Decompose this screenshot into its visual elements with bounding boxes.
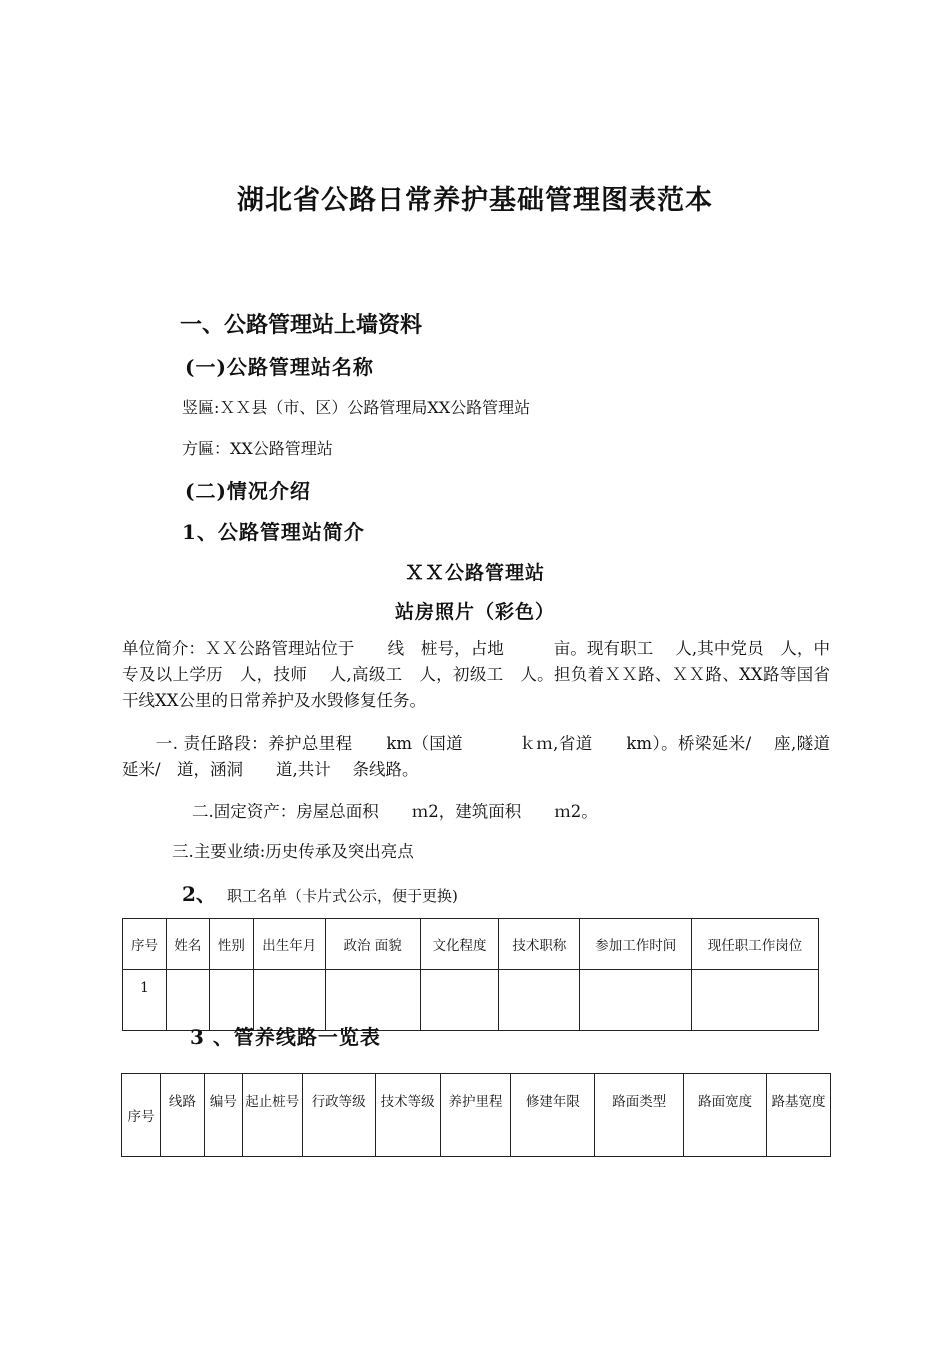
table-cell: 1 <box>123 970 167 1031</box>
staff-col-name: 姓名 <box>166 919 209 970</box>
staff-col-education: 文化程度 <box>420 919 499 970</box>
achievements-paragraph: 三.主要业绩:历史传承及突出亮点 <box>172 842 414 861</box>
route-col-code: 编号 <box>204 1074 242 1157</box>
photo-caption: 站房照片（彩色） <box>394 601 555 623</box>
route-col-tech-grade: 技术等级 <box>375 1074 440 1157</box>
route-table <box>121 1073 831 1157</box>
section-heading-1: 一、公路管理站上墙资料 <box>180 312 423 338</box>
route-col-stake-range: 起止桩号 <box>242 1074 302 1157</box>
route-col-surface-type: 路面类型 <box>595 1074 684 1157</box>
staff-table <box>122 918 819 1031</box>
table-cell <box>580 970 692 1031</box>
route-col-surface-width: 路面宽度 <box>684 1074 767 1157</box>
table-cell <box>692 970 819 1031</box>
route-col-route: 线路 <box>160 1074 204 1157</box>
road-paragraph: 一. 责任路段：养护总里程 km（国道 ｋｍ,省道 km）。桥梁延米/ 座,隧道 延米/ 道，涵洞 道,共计 条线路。 <box>122 734 852 779</box>
route-col-build-year: 修建年限 <box>511 1074 595 1157</box>
item-heading-3: 3 、管养线路一览表 <box>190 1025 381 1049</box>
item-heading-1: 1、公路管理站简介 <box>182 520 365 544</box>
route-col-index: 序号 <box>122 1074 161 1157</box>
station-name: ＸＸ公路管理站 <box>404 562 545 584</box>
vertical-plaque-text: 竖匾:ＸＸ县（市、区）公路管理局XX公路管理站 <box>182 398 531 417</box>
route-table-header-row <box>122 1074 831 1157</box>
item-2-number: 2、 <box>182 882 216 906</box>
route-col-roadbed-width: 路基宽度 <box>767 1074 831 1157</box>
square-plaque-text: 方匾：XX公路管理站 <box>182 439 333 458</box>
subsection-heading-2: (二)情况介绍 <box>185 479 311 503</box>
staff-col-position: 现任职工作岗位 <box>692 919 819 970</box>
route-col-mileage: 养护里程 <box>440 1074 511 1157</box>
subsection-heading-1: (一)公路管理站名称 <box>185 355 374 379</box>
staff-col-start-date: 参加工作时间 <box>580 919 692 970</box>
staff-col-political: 政治 面貌 <box>325 919 420 970</box>
table-cell <box>499 970 580 1031</box>
staff-col-title: 技术职称 <box>499 919 580 970</box>
staff-col-birth: 出生年月 <box>253 919 325 970</box>
staff-col-gender: 性别 <box>209 919 253 970</box>
item-heading-2 <box>182 878 458 907</box>
page-title: 湖北省公路日常养护基础管理图表范本 <box>237 185 713 216</box>
item-2-text: 职工名单（卡片式公示，便于更换) <box>227 887 458 905</box>
staff-table-header-row <box>123 919 819 970</box>
intro-paragraph: 单位简介：ＸＸ公路管理站位于 线 桩号，占地 亩。现有职工 人,其中党员 人，中专及以上学历 人，技师 人,高级工 人，初级工 人。担负着ＸＸ路、ＸＸ路、XX路等国省干线XX公里的日常养护及水毁修复任务。 <box>122 639 830 710</box>
assets-paragraph: 二.固定资产：房屋总面积 ｍ2，建筑面积 ｍ2。 <box>192 802 598 821</box>
staff-col-index: 序号 <box>123 919 167 970</box>
route-col-admin-grade: 行政等级 <box>302 1074 375 1157</box>
table-cell <box>420 970 499 1031</box>
